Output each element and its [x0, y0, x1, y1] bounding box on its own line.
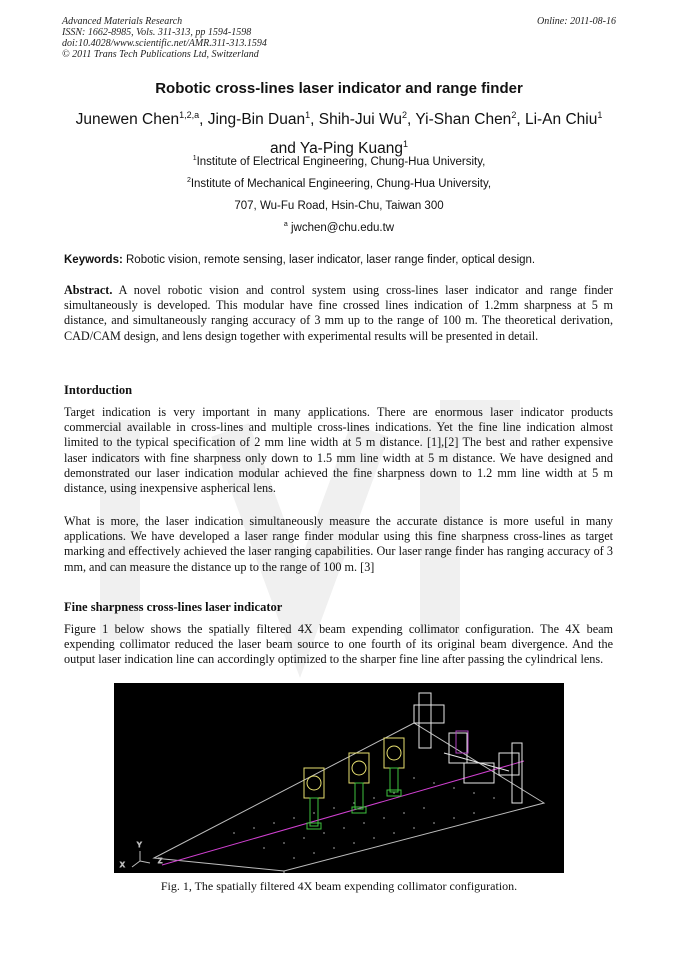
figure-caption: Fig. 1, The spatially filtered 4X beam expending collimator configuration.: [160, 879, 518, 893]
section-heading-introduction: Intorduction: [64, 383, 133, 397]
axis-label-z: Z: [158, 858, 163, 865]
author-email: $^a$ jwchen@chu.edu.tw: [283, 221, 395, 234]
author-list: Junewen Chen$^{1,2,a}$, Jing-Bin Duan$^1$, Shih-Jui Wu$^2$, Yi-Shan Chen$^2$, Li-An Chiu$^1$ and Ya-Ping Kuang$^1$: [75, 110, 603, 158]
abstract: Abstract. A novel robotic vision and control system using cross-lines laser indicator and range finder simultaneously is developed. This modular have fine crossed lines indication of 1.2mm sharpness at 5 m distance, and simultaneously ranging accuracy of 3 mm up to the range of 100 m. The theoretical derivation, CAD/CAM design, and lens design together with experimental results will be presented in detail.: [64, 283, 613, 343]
paragraph: Figure 1 below shows the spatially filtered 4X beam expending collimator configuration. The 4X beam expending collimator reduced the laser beam source to one fourth of its original beam divergence. And the output laser indication line can accordingly optimized to the sharper fine line after passing the cylindrical lens.: [64, 622, 613, 667]
figure-1-cad-wireframe: [114, 683, 564, 873]
author: Li-An Chiu$^1$: [524, 110, 603, 129]
author: Yi-Shan Chen$^2$: [415, 110, 517, 129]
online-date: Online: 2011-08-16: [537, 16, 616, 27]
section-heading-cross-lines: Fine sharpness cross-lines laser indicator: [64, 600, 283, 614]
keywords: Keywords: Robotic vision, remote sensing, laser indicator, laser range finder, optical design.: [64, 254, 536, 266]
journal-name: Advanced Materials Research: [62, 16, 183, 27]
author: Junewen Chen$^{1,2,a}$: [75, 110, 200, 129]
affiliation: $^1$Institute of Electrical Engineering, Chung-Hua University,: [192, 155, 486, 168]
author: Ya-Ping Kuang$^1$: [299, 139, 409, 158]
paragraph: Target indication is very important in many applications. There are enormous laser indicator products commercial available in cross-lines and multiple cross-lines indications. Yet the fine line indication almost limited to the typical specification of 2 mm line width at 5 m distance. [1],[2] The best and rather expensive laser indicators with fine sharpness only down to 1.5 mm line width at 5 m distance. We have designed and demonstrated our laser indication modular achieved the fine sharpness down to 1.2 mm line width at 5 m distance, using inexpensive aspherical lens.: [64, 405, 613, 496]
running-header: [62, 16, 267, 60]
copyright: © 2011 Trans Tech Publications Ltd, Switzerland: [62, 49, 259, 60]
axis-label-x: X: [120, 862, 125, 869]
paragraph: What is more, the laser indication simultaneously measure the accurate distance is more useful in many applications. We have developed a laser range finder modular using this fine sharpness cross-lines as target marking and effectively achieved the laser ranging capabilities. Our laser range finder has ranging accuracy of 3 mm, and can measure the distance up to the range of 100 m. [3]: [64, 514, 613, 574]
issn: ISSN: 1662-8985, Vols. 311-313, pp 1594-1598: [62, 27, 252, 38]
author: Jing-Bin Duan$^1$: [207, 110, 311, 129]
affiliation-address: 707, Wu-Fu Road, Hsin-Chu, Taiwan 300: [234, 199, 444, 212]
affiliation: $^2$Institute of Mechanical Engineering, Chung-Hua University,: [186, 177, 492, 190]
axis-label-y: Y: [137, 842, 142, 849]
paper-title: Robotic cross-lines laser indicator and range finder: [155, 80, 523, 97]
doi: doi:10.4028/www.scientific.net/AMR.311-313.1594: [62, 38, 267, 49]
author: Shih-Jui Wu$^2$: [318, 110, 408, 129]
